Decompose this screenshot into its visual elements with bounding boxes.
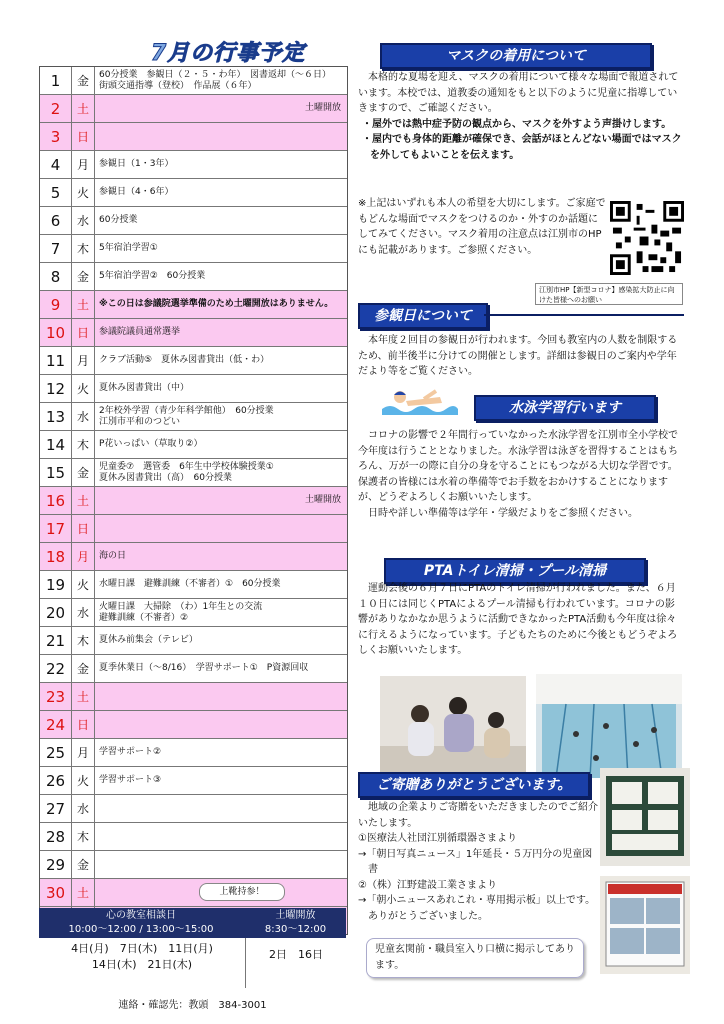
event-cell bbox=[95, 543, 347, 570]
day-number: 16 bbox=[40, 487, 72, 514]
donor-2: ②（株）江野建設工業さまより bbox=[358, 879, 497, 891]
calendar-row bbox=[40, 627, 347, 655]
event-text: 参観日（4・6年） bbox=[99, 187, 174, 197]
visit-heading: 参観日について bbox=[358, 303, 488, 329]
weekday: 土 bbox=[72, 95, 95, 122]
saturday-open-label: 土曜開放 bbox=[304, 103, 341, 113]
calendar-row bbox=[40, 599, 347, 627]
calendar-footer-band bbox=[39, 908, 346, 938]
weekday: 火 bbox=[72, 767, 95, 794]
contact-info: 連絡・確認先：教頭 384-3001 bbox=[118, 1000, 267, 1011]
weekday: 土 bbox=[72, 487, 95, 514]
weekday: 金 bbox=[72, 851, 95, 878]
pool-cleaning-photo bbox=[536, 674, 682, 778]
event-text: 5年宿泊学習② 60分授業 bbox=[99, 271, 206, 281]
day-number: 4 bbox=[40, 151, 72, 178]
donation-2: →「朝小ニュースあれこれ・専用掲示板」以上です。ありがとうございました。 bbox=[358, 895, 596, 922]
news-board-photo bbox=[600, 768, 690, 866]
weekday: 火 bbox=[72, 571, 95, 598]
counsel-time: 10:00～12:00 / 13:00～15:00 bbox=[68, 924, 214, 935]
event-cell bbox=[95, 403, 347, 430]
event-text: クラブ活動⑤ 夏休み図書貸出（低・わ） bbox=[99, 355, 270, 365]
calendar-row bbox=[40, 571, 347, 599]
weekday: 水 bbox=[72, 599, 95, 626]
calendar-row bbox=[40, 795, 347, 823]
open-dates: 2日 16日 bbox=[269, 948, 323, 961]
event-cell bbox=[95, 151, 347, 178]
thanks-heading: ご寄贈ありがとうございます。 bbox=[358, 772, 590, 798]
event-cell bbox=[95, 319, 347, 346]
calendar-row bbox=[40, 403, 347, 431]
weekday: 金 bbox=[72, 655, 95, 682]
counsel-dates-2: 14日(木) 21日(木) bbox=[91, 958, 193, 971]
calendar-row bbox=[40, 431, 347, 459]
day-number: 25 bbox=[40, 739, 72, 766]
calendar-row bbox=[40, 515, 347, 543]
day-number: 27 bbox=[40, 795, 72, 822]
calendar-row bbox=[40, 123, 347, 151]
day-number: 29 bbox=[40, 851, 72, 878]
weekday: 金 bbox=[72, 263, 95, 290]
calendar-row bbox=[40, 67, 347, 95]
weekday: 金 bbox=[72, 67, 95, 94]
day-number: 23 bbox=[40, 683, 72, 710]
calendar-row bbox=[40, 263, 347, 291]
pta-heading: PTAトイレ清掃・プール清掃 bbox=[384, 558, 646, 584]
event-text: 夏休み図書貸出（中） bbox=[99, 383, 190, 393]
weekday: 月 bbox=[72, 151, 95, 178]
event-cell bbox=[95, 67, 347, 94]
weekday: 火 bbox=[72, 375, 95, 402]
event-text: 学習サポート② bbox=[99, 747, 162, 757]
weekday: 木 bbox=[72, 823, 95, 850]
bring-shoes-note: 上靴持参！ bbox=[199, 883, 285, 901]
calendar-row bbox=[40, 655, 347, 683]
swim-body bbox=[358, 428, 683, 521]
day-number: 14 bbox=[40, 431, 72, 458]
calendar-row bbox=[40, 851, 347, 879]
calendar-row bbox=[40, 95, 347, 123]
event-cell bbox=[95, 207, 347, 234]
event-text: 夏季休業日（～8/16） 学習サポート① P資源回収 bbox=[99, 663, 309, 673]
event-cell bbox=[95, 627, 347, 654]
calendar-row bbox=[40, 235, 347, 263]
event-cell bbox=[95, 263, 347, 290]
event-text: 5年宿泊学習① bbox=[99, 243, 158, 253]
event-cell bbox=[95, 431, 347, 458]
day-number: 1 bbox=[40, 67, 72, 94]
calendar-row bbox=[40, 151, 347, 179]
event-text: 60分授業 参観日（２・５・わ年） 図書返却（～６日） bbox=[99, 69, 331, 80]
day-number: 20 bbox=[40, 599, 72, 626]
day-number: 17 bbox=[40, 515, 72, 542]
day-number: 8 bbox=[40, 263, 72, 290]
event-text: 参観日（1・3年） bbox=[99, 159, 174, 169]
weekday: 日 bbox=[72, 123, 95, 150]
day-number: 11 bbox=[40, 347, 72, 374]
swim-paragraph: コロナの影響で２年間行っていなかった水泳学習を江別市全小学校で今年度は行うこととなりました。水泳学習は泳ぎを習得することはもちろん、万が一の際に自分の身を守ることにもつながる大切な学習です。保護者の皆様には水着の準備等でお手数をおかけすることになりますが、どうぞよろしくお願いいたします。 bbox=[358, 430, 678, 503]
donation-1: →「朝日写真ニュース」1年延長・５万円分の児童図書 bbox=[358, 848, 593, 875]
day-number: 26 bbox=[40, 767, 72, 794]
day-number: 2 bbox=[40, 95, 72, 122]
weekday: 土 bbox=[72, 683, 95, 710]
qr-code-icon[interactable] bbox=[610, 201, 684, 275]
calendar-row bbox=[40, 207, 347, 235]
day-number: 24 bbox=[40, 711, 72, 738]
counsel-title: 心の教室相談日 bbox=[106, 910, 176, 921]
swim-paragraph-2: 日時や詳しい準備等は学年・学級だよりをご参照ください。 bbox=[358, 507, 638, 519]
event-text: 夏休み前集会（テレビ） bbox=[99, 635, 198, 645]
visit-heading-rule bbox=[484, 314, 684, 316]
calendar-title: 7月の行事予定 bbox=[150, 41, 306, 66]
day-number: 10 bbox=[40, 319, 72, 346]
calendar-row bbox=[40, 487, 347, 515]
event-cell bbox=[95, 851, 347, 878]
weekday: 火 bbox=[72, 179, 95, 206]
day-number: 3 bbox=[40, 123, 72, 150]
event-cell bbox=[95, 95, 347, 122]
calendar-row bbox=[40, 543, 347, 571]
event-cell bbox=[95, 739, 347, 766]
saturday-open-label: 土曜開放 bbox=[304, 495, 341, 505]
event-cell bbox=[95, 179, 347, 206]
event-text: 海の日 bbox=[99, 551, 127, 561]
open-title: 土曜開放 bbox=[275, 910, 316, 921]
event-cell bbox=[95, 235, 347, 262]
weekday: 土 bbox=[72, 291, 95, 318]
weekday: 木 bbox=[72, 627, 95, 654]
mask-paragraph: 本格的な夏場を迎え、マスクの着用について様々な場面で報道されています。本校では、道教委の通知をもと以下のように児童に指導していきますので、ご確認ください。 bbox=[358, 72, 679, 114]
event-text: P花いっぱい（草取り②） bbox=[99, 439, 203, 449]
event-text: 江別市平和のつどい bbox=[99, 416, 181, 427]
calendar-row bbox=[40, 347, 347, 375]
weekday: 水 bbox=[72, 403, 95, 430]
mask-note: ※上記はいずれも本人の希望を大切にします。ご家庭でもどんな場面でマスクをつけるのか・外すのか話題にしてみてください。マスク着用の注意点は江別市のHPにも記載があります。ご参照ください。 bbox=[358, 198, 606, 256]
weekday: 水 bbox=[72, 795, 95, 822]
event-text: ※この日は参議院選挙準備のため土曜開放はありません。 bbox=[99, 299, 334, 309]
day-number: 30 bbox=[40, 879, 72, 906]
day-number: 19 bbox=[40, 571, 72, 598]
event-cell bbox=[95, 655, 347, 682]
thanks-body bbox=[358, 800, 600, 924]
event-text: 夏休み図書貸出（高） 60分授業 bbox=[99, 472, 232, 483]
event-cell bbox=[95, 795, 347, 822]
day-number: 13 bbox=[40, 403, 72, 430]
weekday: 土 bbox=[72, 879, 95, 906]
calendar-row bbox=[40, 767, 347, 795]
weekday: 木 bbox=[72, 431, 95, 458]
calendar-row bbox=[40, 179, 347, 207]
event-text: 火曜日課 大掃除 （わ）1年生との交流 bbox=[99, 601, 263, 612]
event-text: 街頭交通指導（登校） 作品展（６年） bbox=[99, 80, 257, 91]
event-cell bbox=[95, 515, 347, 542]
event-cell bbox=[95, 683, 347, 710]
event-cell bbox=[95, 767, 347, 794]
calendar-row bbox=[40, 823, 347, 851]
weekday: 月 bbox=[72, 543, 95, 570]
weekday: 月 bbox=[72, 739, 95, 766]
calendar-row bbox=[40, 375, 347, 403]
calendar-row bbox=[40, 683, 347, 711]
qr-caption: 江別市HP【新型コロナ】感染拡大防止に向けた皆様へのお願い bbox=[535, 283, 683, 305]
weekday: 日 bbox=[72, 319, 95, 346]
calendar-row bbox=[40, 319, 347, 347]
mask-bullet-1: ・屋外では熱中症予防の観点から、マスクを外すよう声掛けします。 bbox=[362, 118, 672, 130]
weekday: 水 bbox=[72, 207, 95, 234]
event-text: 水曜日課 避難訓練（不審者）① 60分授業 bbox=[99, 579, 281, 589]
donor-1: ①医療法人社団江別循環器さまより bbox=[358, 833, 517, 844]
calendar-row bbox=[40, 459, 347, 487]
weekday: 月 bbox=[72, 347, 95, 374]
mask-heading: マスクの着用について bbox=[380, 43, 652, 69]
thanks-intro: 地域の企業よりご寄贈をいただきましたのでご紹介いたします。 bbox=[358, 802, 598, 829]
event-cell bbox=[95, 571, 347, 598]
day-number: 12 bbox=[40, 375, 72, 402]
day-number: 18 bbox=[40, 543, 72, 570]
event-cell bbox=[95, 347, 347, 374]
event-cell bbox=[95, 487, 347, 514]
day-number: 7 bbox=[40, 235, 72, 262]
open-time: 8:30～12:00 bbox=[264, 924, 327, 935]
event-cell bbox=[95, 375, 347, 402]
mask-body bbox=[358, 70, 683, 163]
weekday: 金 bbox=[72, 459, 95, 486]
calendar-row bbox=[40, 739, 347, 767]
weekday: 木 bbox=[72, 235, 95, 262]
swimmer-icon bbox=[380, 387, 458, 415]
swim-heading: 水泳学習行います bbox=[474, 395, 656, 421]
event-text: 2年校外学習（青少年科学館他） 60分授業 bbox=[99, 405, 274, 416]
toilet-cleaning-photo bbox=[380, 676, 526, 778]
photo-news-board-photo bbox=[600, 876, 690, 974]
pta-body: 運動会後の６月７日にPTAのトイレ清掃が行われました。また、６月１０日には同じくPTAによるプール清掃も行われています。コロナの影響がありなかなか思うように活動できなかったPTA活動も今年度は徐々に行えるようになっています。子どもたちのために今後ともどうぞよろしくお願いいたします。 bbox=[358, 583, 678, 656]
event-cell bbox=[95, 711, 347, 738]
event-text: 避難訓練（不審者）② bbox=[99, 612, 189, 623]
day-number: 9 bbox=[40, 291, 72, 318]
day-number: 28 bbox=[40, 823, 72, 850]
event-calendar bbox=[39, 66, 348, 935]
day-number: 15 bbox=[40, 459, 72, 486]
event-cell bbox=[95, 291, 347, 318]
counsel-dates-1: 4日(月) 7日(木) 11日(月) bbox=[71, 942, 213, 955]
calendar-row bbox=[40, 879, 347, 907]
day-number: 6 bbox=[40, 207, 72, 234]
event-cell bbox=[95, 123, 347, 150]
event-text: 60分授業 bbox=[99, 215, 138, 225]
event-cell bbox=[95, 459, 347, 486]
event-cell bbox=[95, 823, 347, 850]
event-text: 児童委⑦ 選管委 6年生中学校体験授業① bbox=[99, 461, 274, 472]
calendar-row bbox=[40, 711, 347, 739]
day-number: 21 bbox=[40, 627, 72, 654]
mask-bullet-2: ・屋内でも身体的距離が確保でき、会話がほとんどない場面ではマスクを外してもよいことを伝えます。 bbox=[362, 134, 682, 161]
weekday: 日 bbox=[72, 515, 95, 542]
day-number: 5 bbox=[40, 179, 72, 206]
weekday: 日 bbox=[72, 711, 95, 738]
visit-body: 本年度２回目の参観日が行われます。今回も教室内の人数を制限するため、前半後半に分けての開催とします。詳細は参観日のご案内や学年だより等をご覧ください。 bbox=[358, 335, 678, 377]
event-text: 学習サポート③ bbox=[99, 775, 162, 785]
event-cell bbox=[95, 599, 347, 626]
calendar-row bbox=[40, 291, 347, 319]
event-text: 参議院議員通常選挙 bbox=[99, 327, 181, 337]
day-number: 22 bbox=[40, 655, 72, 682]
display-note: 児童玄関前・職員室入り口横に掲示してあります。 bbox=[366, 938, 584, 978]
